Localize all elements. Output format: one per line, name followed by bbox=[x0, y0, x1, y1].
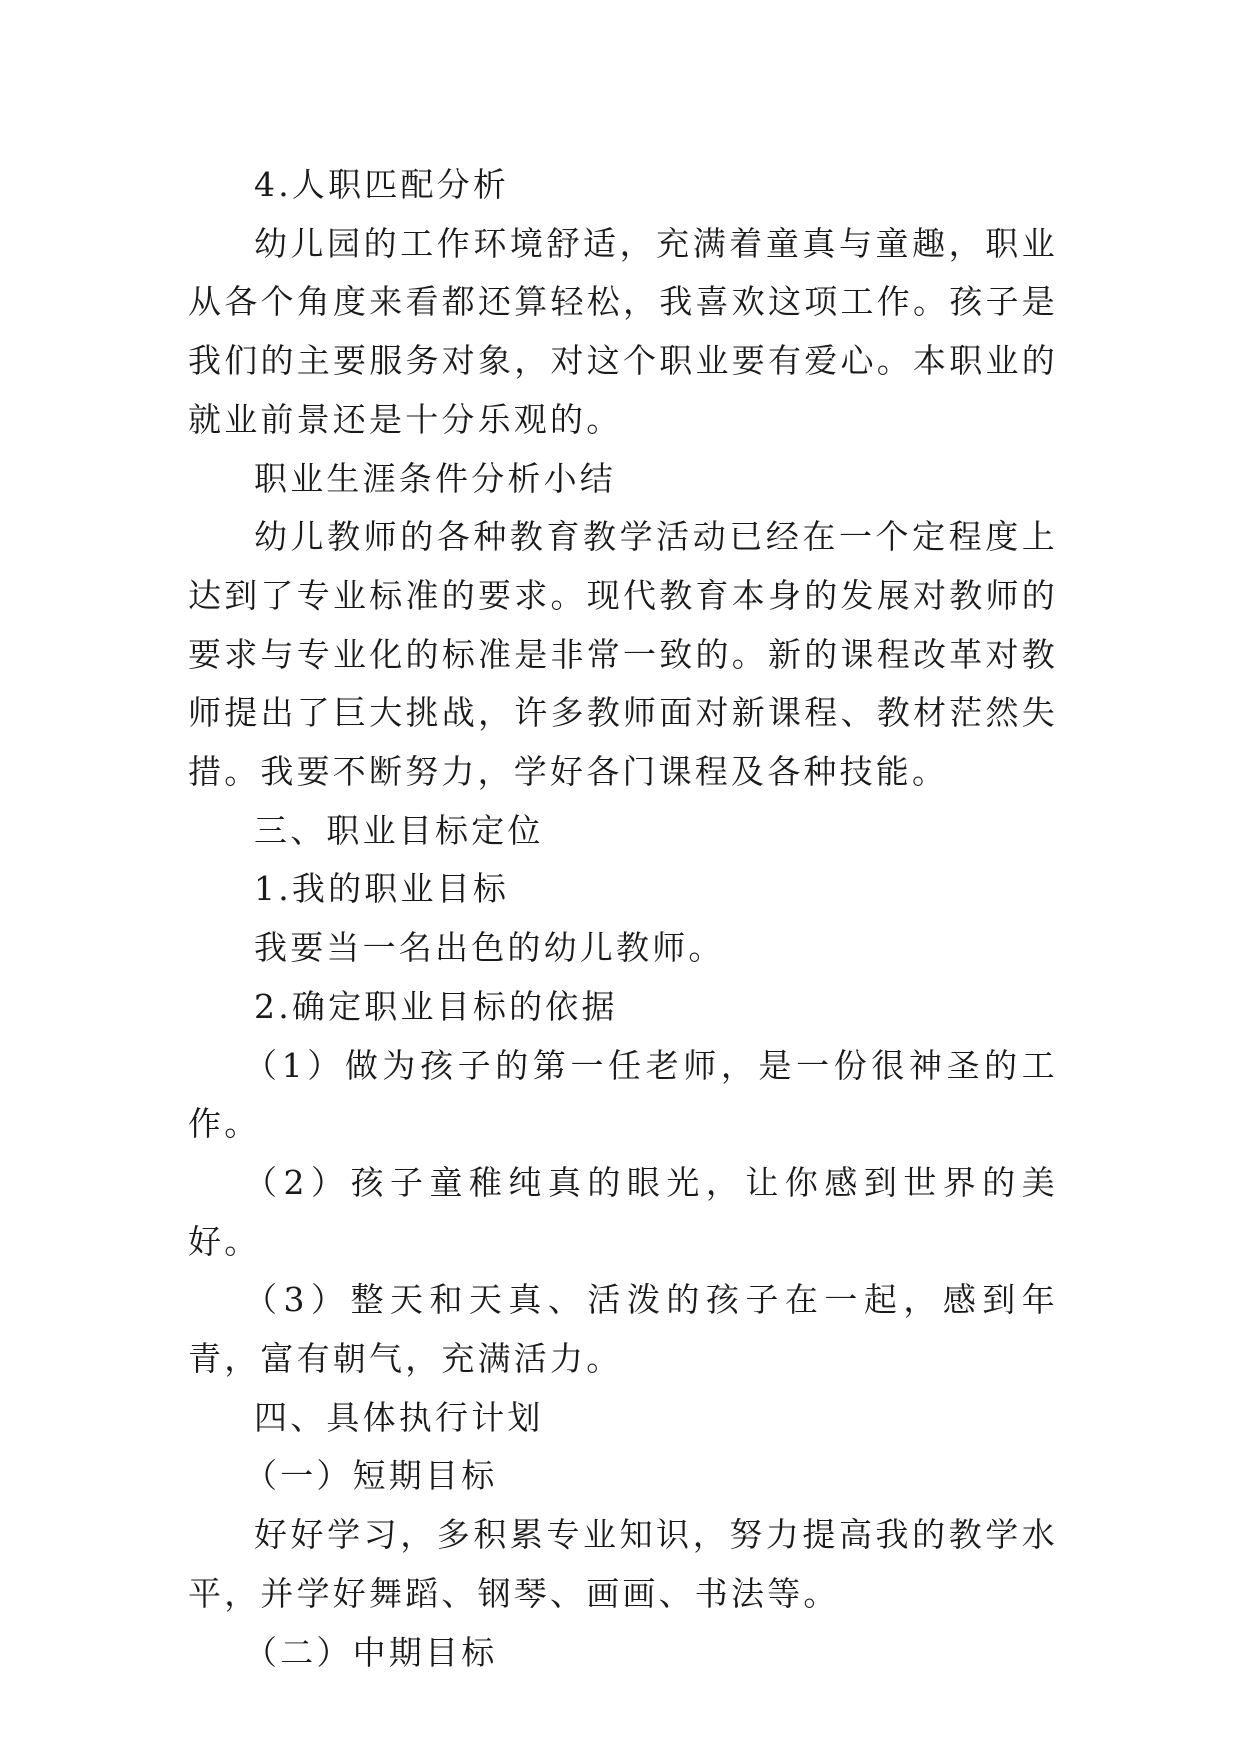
paragraph-my-goal: 我要当一名出色的幼儿教师。 bbox=[254, 928, 725, 968]
heading-person-job-match: 4.人职匹配分析 bbox=[254, 165, 510, 204]
document-body bbox=[188, 156, 1058, 1682]
list-item-basis-1: （1）做为孩子的第一任老师，是一份很神圣的工作。 bbox=[188, 1045, 1058, 1144]
heading-my-goal: 1.我的职业目标 bbox=[254, 869, 510, 909]
paragraph-conditions-summary: 幼儿教师的各种教育教学活动已经在一个定程度上达到了专业标准的要求。现代教育本身的发展对教师的要求与专业化的标准是非常一致的。新的课程改革对教师提出了巨大挑战，许多教师面对新课程、教材茫然失措。我要不断努力，学好各门课程及各种技能。 bbox=[188, 517, 1058, 792]
heading-section-three: 三、职业目标定位 bbox=[254, 810, 544, 850]
heading-conditions-summary: 职业生涯条件分析小结 bbox=[254, 458, 616, 498]
heading-mid-term: （二）中期目标 bbox=[244, 1632, 498, 1672]
heading-goal-basis: 2.确定职业目标的依据 bbox=[254, 986, 618, 1026]
heading-short-term: （一）短期目标 bbox=[244, 1456, 498, 1496]
list-item-basis-3: （3）整天和天真、活泼的孩子在一起，感到年青，富有朝气，充满活力。 bbox=[188, 1280, 1058, 1379]
paragraph-person-job-match: 幼儿园的工作环境舒适，充满着童真与童趣，职业从各个角度来看都还算轻松，我喜欢这项工作。孩子是我们的主要服务对象，对这个职业要有爱心。本职业的就业前景还是十分乐观的。 bbox=[188, 223, 1058, 439]
list-item-basis-2: （2）孩子童稚纯真的眼光，让你感到世界的美好。 bbox=[188, 1162, 1058, 1261]
paragraph-short-term: 好好学习，多积累专业知识，努力提高我的教学水平，并学好舞蹈、钢琴、画画、书法等。 bbox=[188, 1515, 1058, 1613]
heading-section-four: 四、具体执行计划 bbox=[254, 1397, 544, 1437]
